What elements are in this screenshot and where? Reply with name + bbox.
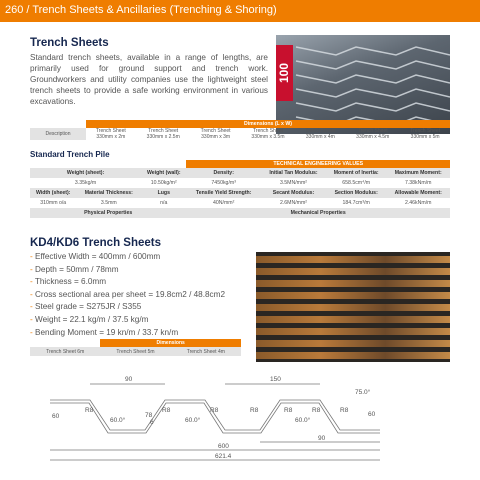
dim-size: 330mm x 3.5m bbox=[251, 134, 285, 140]
tech-value: 10.50kg/m² bbox=[150, 180, 177, 186]
tech-col-header: Secant Modulus: bbox=[261, 188, 326, 198]
tech-value: 7450kg/m³ bbox=[211, 180, 236, 186]
dim-r8: R8 bbox=[210, 407, 219, 414]
dim-60-angle: 60.0° bbox=[295, 417, 311, 424]
tech-col-header: Initial Tan Modulus: bbox=[261, 168, 326, 178]
kd-spec-list bbox=[30, 251, 225, 339]
tech-col-header: Lugs bbox=[141, 188, 186, 198]
mechanical-properties-label: Mechanical Properties bbox=[186, 208, 450, 218]
tech-col-header: Material Thickness: bbox=[76, 188, 141, 198]
trench-sheets-title: Trench Sheets bbox=[30, 37, 109, 49]
tech-col-header: Maximum Moment: bbox=[386, 168, 450, 178]
dim-size: 330mm x 2.5m bbox=[146, 134, 180, 140]
tech-col-header: Density: bbox=[186, 168, 261, 178]
dim-60-angle: 60.0° bbox=[185, 417, 201, 424]
dim-size: 330mm x 4.5m bbox=[356, 134, 390, 140]
tech-col-header: Section Modulus: bbox=[326, 188, 386, 198]
tech-value: n/a bbox=[160, 200, 168, 206]
tech-value: 2.6MN/mm² bbox=[279, 200, 308, 206]
list-item: - Effective Width = 400mm / 600mm bbox=[30, 251, 225, 264]
kd-dim-item: Trench Sheet 6m bbox=[30, 347, 100, 356]
kd-dim-item: Trench Sheet 5m bbox=[100, 347, 170, 356]
dim-size: 330mm x 2m bbox=[96, 134, 126, 140]
tech-value: 3.5mm bbox=[100, 200, 117, 206]
tech-value: 310mm o/a bbox=[40, 200, 67, 206]
tech-value: 3.35kg/m bbox=[74, 180, 97, 186]
dim-name: Trench Sheet bbox=[148, 128, 179, 134]
dim-size: 330mm x 5m bbox=[410, 134, 440, 140]
list-item: - Weight = 22.1 kg/m / 37.5 kg/m bbox=[30, 314, 225, 327]
dim-60-left: 60 bbox=[52, 413, 60, 420]
dim-r8: R8 bbox=[312, 407, 321, 414]
page-header-title: 260 / Trench Sheets & Ancillaries (Trenching & Shoring) bbox=[5, 4, 277, 16]
dim-90-top: 90 bbox=[125, 376, 133, 383]
tech-value: 3.5MN/mm² bbox=[279, 180, 308, 186]
kd-dim-item: Trench Sheet 4m bbox=[171, 347, 241, 356]
dim-75-angle: 75.0° bbox=[355, 389, 371, 396]
dimensions-header: Dimensions (L x W) bbox=[86, 120, 450, 128]
physical-properties-label: Physical Properties bbox=[30, 208, 186, 218]
tech-value: 184.7cm³/m bbox=[342, 200, 370, 206]
list-item: - Cross sectional area per sheet = 19.8cm2 / 48.8cm2 bbox=[30, 289, 225, 302]
list-item: - Thickness = 6.0mm bbox=[30, 276, 225, 289]
dim-r8: R8 bbox=[284, 407, 293, 414]
dim-6: 6 bbox=[150, 419, 154, 426]
dim-150: 150 bbox=[270, 376, 281, 383]
tech-value: 40N/mm² bbox=[213, 200, 235, 206]
trench-dimensions-table bbox=[30, 120, 450, 140]
dim-r8: R8 bbox=[250, 407, 259, 414]
list-item: - Bending Moment = 19 kn/m / 33.7 kn/m bbox=[30, 327, 225, 340]
dim-name: Trench Sheet bbox=[95, 128, 126, 134]
badge-100: 100 bbox=[276, 45, 293, 101]
trench-sheets-intro: Standard trench sheets, available in a range of lengths, are primarily used for ground support and trench work. Groundworkers and utility companies use the lightweight steel trench sheets to provide a safe working environment in various excavations. bbox=[30, 53, 268, 107]
tech-col-header: Width (sheet): bbox=[30, 188, 76, 198]
technical-values-table bbox=[30, 160, 450, 218]
dim-size: 330mm x 4m bbox=[305, 134, 335, 140]
list-item: - Depth = 50mm / 78mm bbox=[30, 264, 225, 277]
tech-col-header: Moment of Inertia: bbox=[326, 168, 386, 178]
page-header-bar bbox=[0, 0, 480, 22]
kd-title: KD4/KD6 Trench Sheets bbox=[30, 237, 162, 249]
dim-78: 78 bbox=[145, 412, 153, 419]
dim-r8: R8 bbox=[85, 407, 94, 414]
dim-60-right: 60 bbox=[368, 411, 376, 418]
dim-name: Trench Sheet bbox=[410, 128, 441, 134]
description-label: Description bbox=[30, 128, 86, 140]
dim-name: Trench Sheet bbox=[200, 128, 231, 134]
tech-col-header: Allowable Moment: bbox=[386, 188, 450, 198]
kd-profile-diagram bbox=[50, 372, 390, 472]
tech-header: TECHNICAL ENGINEERING VALUES bbox=[186, 160, 450, 168]
kd-dimensions-table bbox=[30, 339, 241, 356]
kd-sheets-photo bbox=[256, 252, 450, 362]
tech-value: 2.46kNm/m bbox=[404, 200, 432, 206]
list-item: - Steel grade = S275JR / S355 bbox=[30, 301, 225, 314]
dim-name: Trench Sheet bbox=[357, 128, 388, 134]
kd-dim-header: Dimensions bbox=[100, 339, 241, 347]
dim-name: Trench Sheet bbox=[305, 128, 336, 134]
standard-pile-title: Standard Trench Pile bbox=[30, 150, 110, 159]
dim-name: Trench Sheet bbox=[253, 128, 283, 134]
dim-600: 600 bbox=[218, 443, 229, 450]
dim-621: 621.4 bbox=[215, 453, 232, 460]
dim-60-angle: 60.0° bbox=[110, 417, 126, 424]
dim-90-bottom: 90 bbox=[318, 435, 326, 442]
dim-size: 330mm x 3m bbox=[201, 134, 231, 140]
dim-r8: R8 bbox=[162, 407, 171, 414]
dim-r8: R8 bbox=[340, 407, 349, 414]
tech-col-header: Weight (wall): bbox=[141, 168, 186, 178]
tech-value: 658.5cm⁴/m bbox=[342, 180, 371, 186]
tech-col-header: Tensile Yield Strength: bbox=[186, 188, 261, 198]
tech-value: 7.38kNm/m bbox=[404, 180, 432, 186]
tech-col-header: Weight (sheet): bbox=[30, 168, 141, 178]
